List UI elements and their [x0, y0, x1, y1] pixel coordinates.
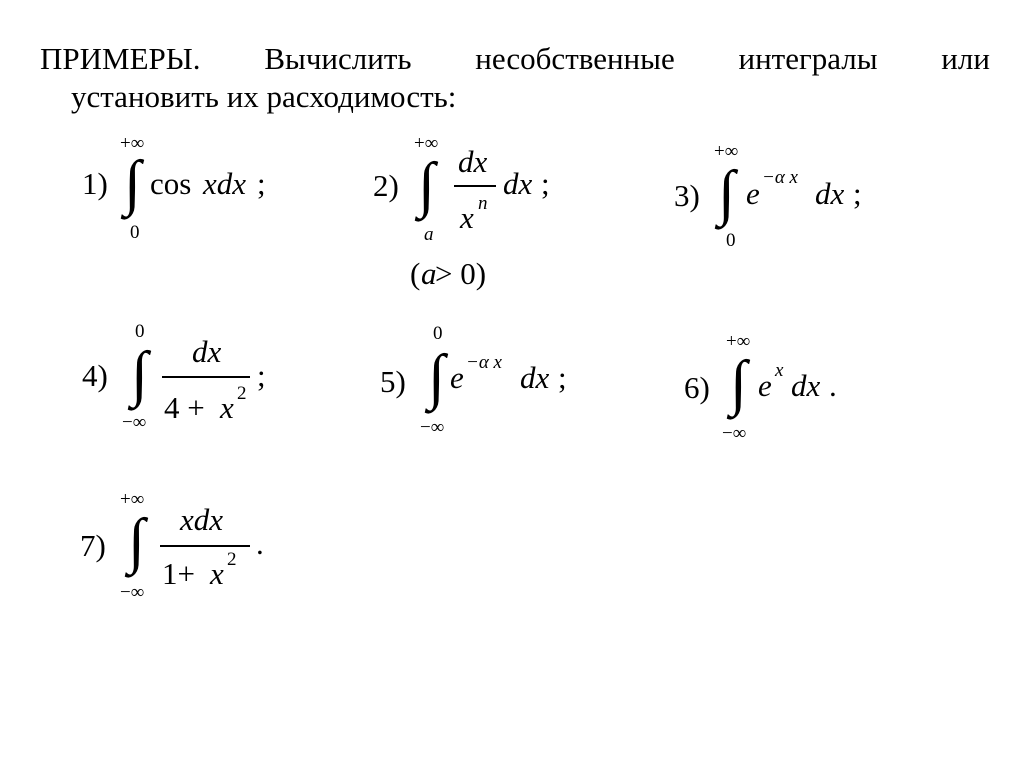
- heading-word-5: или: [941, 41, 990, 76]
- lower-limit: 0: [726, 230, 736, 251]
- condition-rest: > 0): [435, 256, 487, 291]
- heading-line-2: установить их расходимость:: [71, 79, 457, 114]
- integrand-function: cos: [150, 166, 192, 201]
- integral-sign: ∫: [128, 507, 145, 575]
- end-punctuation: .: [256, 526, 264, 561]
- integrand-tail: dx: [520, 360, 550, 395]
- end-punctuation: ;: [541, 166, 550, 201]
- lower-limit: −∞: [122, 412, 147, 433]
- fraction-denominator-prefix: 1+: [162, 556, 195, 591]
- fraction-denominator-exponent: n: [478, 193, 488, 214]
- upper-limit: 0: [433, 323, 443, 344]
- example-label: 7): [80, 528, 106, 563]
- integral-sign: ∫: [124, 149, 141, 217]
- lower-limit: a: [424, 224, 434, 245]
- integrand-tail: dx: [503, 166, 533, 201]
- heading-word-2: Вычислить: [264, 41, 412, 76]
- upper-limit: +∞: [120, 489, 145, 510]
- condition-variable: a: [421, 256, 437, 291]
- fraction-numerator: xdx: [180, 502, 224, 537]
- lower-limit: 0: [130, 222, 140, 243]
- condition-open: (: [410, 256, 421, 291]
- example-label: 3): [674, 178, 700, 213]
- end-punctuation: .: [829, 368, 837, 403]
- example-label: 6): [684, 370, 710, 405]
- integrand-tail: dx: [791, 368, 821, 403]
- lower-limit: −∞: [420, 417, 445, 438]
- fraction-denominator-base: x: [220, 390, 234, 425]
- heading-word-4: интегралы: [738, 41, 878, 76]
- example-label: 2): [373, 168, 399, 203]
- fraction-numerator: dx: [458, 144, 488, 179]
- integrand-variable: xdx: [203, 166, 247, 201]
- fraction-bar: [162, 376, 250, 378]
- example-label: 4): [82, 358, 108, 393]
- integrand-base: e: [746, 176, 760, 211]
- upper-limit: 0: [135, 321, 145, 342]
- fraction-denominator-prefix: 4 +: [164, 390, 205, 425]
- integrand-exponent: −α x: [762, 167, 798, 188]
- integral-sign: ∫: [131, 340, 148, 408]
- fraction-denominator-exponent: 2: [237, 383, 247, 404]
- example-label: 1): [82, 166, 108, 201]
- integral-sign: ∫: [718, 159, 735, 227]
- end-punctuation: ;: [257, 166, 266, 201]
- end-punctuation: ;: [558, 360, 567, 395]
- integrand-exponent: x: [775, 360, 784, 381]
- upper-limit: +∞: [714, 141, 739, 162]
- fraction-bar: [454, 185, 496, 187]
- fraction-denominator-base: x: [210, 556, 224, 591]
- example-label: 5): [380, 364, 406, 399]
- integral-sign: ∫: [428, 343, 445, 411]
- heading: [40, 40, 990, 116]
- integrand-base: e: [450, 360, 464, 395]
- upper-limit: +∞: [414, 133, 439, 154]
- fraction-denominator-exponent: 2: [227, 549, 237, 570]
- integral-sign: ∫: [730, 349, 747, 417]
- integral-sign: ∫: [418, 151, 435, 219]
- fraction-numerator: dx: [192, 334, 222, 369]
- fraction-denominator-base: x: [460, 200, 474, 235]
- lower-limit: −∞: [722, 423, 747, 444]
- lower-limit: −∞: [120, 582, 145, 603]
- heading-line-1: [40, 40, 990, 78]
- integrand-tail: dx: [815, 176, 845, 211]
- integrand-base: e: [758, 368, 772, 403]
- upper-limit: +∞: [726, 331, 751, 352]
- heading-word-3: несобственные: [475, 41, 675, 76]
- end-punctuation: ;: [257, 358, 266, 393]
- end-punctuation: ;: [853, 176, 862, 211]
- upper-limit: +∞: [120, 133, 145, 154]
- fraction-bar: [160, 545, 250, 547]
- integrand-exponent: −α x: [466, 352, 502, 373]
- heading-word-1: ПРИМЕРЫ.: [40, 41, 201, 76]
